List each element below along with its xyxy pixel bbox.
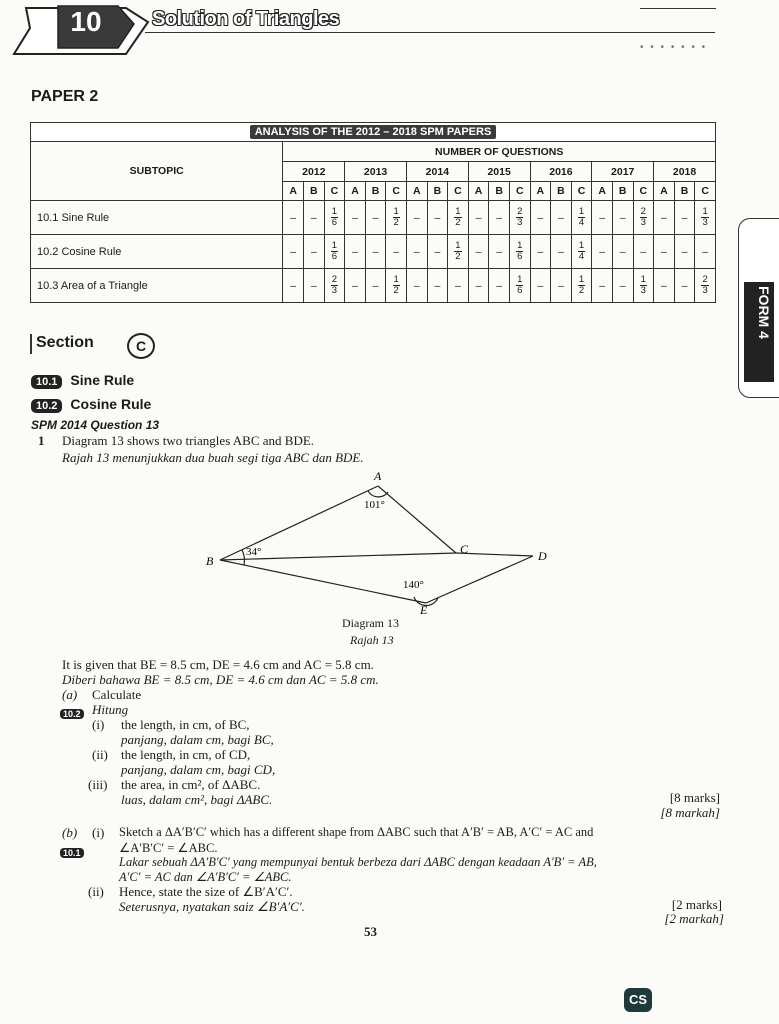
header-rule-top (640, 8, 716, 9)
table-cell: – (654, 235, 675, 269)
fraction: $\frac{1}{3}$ (640, 274, 646, 296)
line-ED (426, 556, 533, 603)
table-cell: – (551, 269, 572, 303)
part-a-badge-wrap (60, 704, 84, 722)
table-cell: – (365, 201, 386, 235)
fraction: $\frac{1}{4}$ (578, 206, 585, 228)
table-cell (633, 201, 654, 235)
subtopic-item (31, 396, 151, 414)
table-cell (386, 201, 407, 235)
table-cell: – (406, 235, 427, 269)
b1-ms-2: A′C′ = AC dan ∠A′B′C′ = ∠ABC. (119, 870, 292, 884)
item-en: the length, in cm, of CD, (121, 747, 251, 762)
year-header: 2013 (345, 162, 407, 182)
part-header: C (695, 182, 716, 201)
marks-b-en: [2 marks] (671, 897, 722, 912)
angle-arc-B (242, 550, 244, 565)
table-cell (324, 201, 345, 235)
angle-label-B: 34° (246, 546, 262, 558)
item-ms: panjang, dalam cm, bagi BC, (121, 732, 274, 747)
table-cell: – (674, 269, 695, 303)
table-cell: – (468, 235, 489, 269)
table-banner (31, 123, 716, 142)
part-b-label: (b) (62, 825, 78, 840)
table-cell: – (592, 235, 613, 269)
subtopic-item (31, 372, 134, 390)
marks-a-en: [8 marks] (669, 790, 720, 805)
table-cell: – (612, 201, 633, 235)
angle-label-A: 101° (364, 499, 385, 511)
subtopic-name: Sine Rule (70, 372, 135, 388)
table-banner-label: ANALYSIS OF THE 2012 – 2018 SPM PAPERS (250, 125, 497, 139)
part-header: B (612, 182, 633, 201)
part-header: B (365, 182, 386, 201)
label-A: A (374, 469, 382, 483)
item-en: the area, in cm², of ΔABC. (121, 777, 261, 792)
year-header: 2014 (406, 162, 468, 182)
section-letter: C (127, 333, 155, 359)
table-cell (448, 201, 469, 235)
item-ms: panjang, dalam cm, bagi CD, (121, 762, 276, 777)
part-header: B (427, 182, 448, 201)
table-cell: – (612, 235, 633, 269)
question-intro-en: Diagram 13 shows two triangles ABC and BDE. (62, 433, 315, 448)
table-cell: – (530, 269, 551, 303)
item-num: (ii) (92, 747, 108, 762)
side-tab-label: FORM 4 (756, 286, 772, 339)
fraction: $\frac{2}{3}$ (640, 206, 646, 228)
table-cell: – (674, 235, 695, 269)
fraction: $\frac{1}{2}$ (455, 240, 461, 262)
section-marker (30, 334, 35, 354)
table-cell (509, 235, 530, 269)
table-cell: – (654, 269, 675, 303)
table-cell: – (489, 201, 510, 235)
year-header: 2012 (283, 162, 345, 182)
table-cell: – (304, 269, 325, 303)
item-en: the length, in cm, of BC, (121, 717, 250, 732)
part-header: A (654, 182, 675, 201)
table-cell: – (406, 201, 427, 235)
part-header: A (530, 182, 551, 201)
row-label: 10.3 Area of a Triangle (31, 269, 283, 303)
table-cell: – (448, 269, 469, 303)
table-cell: – (345, 269, 366, 303)
paper-title: PAPER 2 (31, 88, 99, 105)
table-cell: – (283, 201, 304, 235)
part-a-badge: 10.2 (60, 709, 84, 719)
item-num: (i) (92, 717, 105, 732)
table-cell: – (468, 269, 489, 303)
line-BA (220, 486, 378, 560)
table-cell (509, 201, 530, 235)
table-cell: – (345, 201, 366, 235)
row-label: 10.1 Sine Rule (31, 201, 283, 235)
analysis-table (30, 122, 716, 303)
table-row (31, 235, 716, 269)
question-heading: SPM 2014 Question 13 (31, 418, 160, 432)
fraction: $\frac{1}{6}$ (331, 240, 338, 262)
part-header: B (489, 182, 510, 201)
part-b-badge: 10.1 (60, 848, 84, 858)
table-cell: – (468, 201, 489, 235)
part-header: A (406, 182, 427, 201)
table-cell: – (489, 269, 510, 303)
year-header: 2016 (530, 162, 592, 182)
subtopic-badge: 10.1 (31, 375, 62, 389)
b2-ms: Seterusnya, nyatakan saiz ∠B′A′C′. (119, 899, 305, 914)
fraction: $\frac{1}{2}$ (393, 206, 399, 228)
decorative-dots: • • • • • • • (640, 42, 708, 53)
table-cell: – (365, 235, 386, 269)
b2-num: (ii) (88, 884, 104, 899)
table-row (31, 201, 716, 235)
table-cell: – (406, 269, 427, 303)
number-header: NUMBER OF QUESTIONS (283, 142, 716, 162)
table-cell: – (427, 269, 448, 303)
table-cell: – (489, 235, 510, 269)
table-cell: – (551, 201, 572, 235)
fraction: $\frac{1}{6}$ (331, 206, 338, 228)
table-cell (571, 235, 592, 269)
table-cell: – (530, 201, 551, 235)
table-cell (386, 269, 407, 303)
marks-b-ms: [2 markah] (664, 911, 724, 926)
table-cell (324, 269, 345, 303)
b1-ms-1: Lakar sebuah ΔA′B′C′ yang mempunyai bentuk berbeza dari ΔABC dengan keadaan A′B′ = AB, (119, 855, 597, 869)
part-header: A (592, 182, 613, 201)
subtopic-header: SUBTOPIC (31, 142, 283, 201)
fraction: $\frac{1}{6}$ (517, 274, 523, 296)
diagram-caption-en: Diagram 13 (342, 616, 399, 630)
fraction: $\frac{2}{3}$ (331, 274, 338, 296)
fraction: $\frac{1}{3}$ (702, 206, 708, 228)
header-rule (145, 32, 715, 33)
table-cell: – (365, 269, 386, 303)
part-header: B (674, 182, 695, 201)
fraction: $\frac{2}{3}$ (702, 274, 708, 296)
line-BE (220, 560, 426, 603)
label-D: D (538, 549, 547, 563)
given-ms: Diberi bahawa BE = 8.5 cm, DE = 4.6 cm dan AC = 5.8 cm. (62, 672, 379, 687)
angle-label-E: 140° (403, 579, 424, 591)
part-header: C (633, 182, 654, 201)
page-number: 53 (364, 924, 377, 939)
fraction: $\frac{1}{4}$ (578, 240, 585, 262)
b1-en-2: ∠A′B′C′ = ∠ABC. (119, 841, 218, 855)
table-cell: – (592, 269, 613, 303)
triangle-diagram (200, 468, 560, 618)
part-header: A (468, 182, 489, 201)
given-en: It is given that BE = 8.5 cm, DE = 4.6 cm and AC = 5.8 cm. (62, 657, 374, 672)
chapter-number: 10 (70, 6, 102, 37)
table-cell: – (592, 201, 613, 235)
part-header: B (304, 182, 325, 201)
b1-num: (i) (92, 825, 105, 840)
fraction: $\frac{1}{2}$ (578, 274, 585, 296)
part-a-text: Calculate (92, 687, 142, 702)
table-cell: – (304, 235, 325, 269)
row-label: 10.2 Cosine Rule (31, 235, 283, 269)
table-cell: – (427, 235, 448, 269)
table-cell (571, 201, 592, 235)
table-cell: – (427, 201, 448, 235)
table-cell: – (283, 235, 304, 269)
b1-en-1: Sketch a ΔA′B′C′ which has a different shape from ΔABC such that A′B′ = AB, A′C′ = AC and (119, 825, 594, 839)
year-header: 2015 (468, 162, 530, 182)
part-header: A (345, 182, 366, 201)
table-cell (448, 235, 469, 269)
chapter-title: Solution of Triangles (152, 8, 340, 30)
table-cell: – (612, 269, 633, 303)
part-header: A (283, 182, 304, 201)
table-cell: – (304, 201, 325, 235)
part-header: C (571, 182, 592, 201)
label-C: C (460, 542, 469, 556)
diagram-caption-ms: Rajah 13 (350, 633, 394, 647)
label-E: E (420, 603, 428, 617)
table-cell: – (674, 201, 695, 235)
table-cell (695, 269, 716, 303)
marks-a-ms: [8 markah] (660, 805, 720, 820)
fraction: $\frac{1}{2}$ (393, 274, 399, 296)
part-header: C (324, 182, 345, 201)
part-header: B (551, 182, 572, 201)
question-number: 1 (38, 433, 45, 448)
table-cell: – (530, 235, 551, 269)
section-label: Section (36, 334, 94, 351)
table-cell: – (633, 235, 654, 269)
year-header: 2018 (654, 162, 716, 182)
table-cell: – (345, 235, 366, 269)
table-row (31, 269, 716, 303)
part-a-text-ms: Hitung (92, 702, 129, 717)
table-cell: – (695, 235, 716, 269)
part-header: C (509, 182, 530, 201)
part-header: C (448, 182, 469, 201)
fraction: $\frac{2}{3}$ (517, 206, 523, 228)
label-B: B (206, 554, 214, 568)
cs-logo: CS (624, 988, 652, 1012)
table-cell (324, 235, 345, 269)
table-cell: – (551, 235, 572, 269)
table-cell: – (386, 235, 407, 269)
table-cell (695, 201, 716, 235)
fraction: $\frac{1}{2}$ (455, 206, 461, 228)
table-cell (509, 269, 530, 303)
part-a-label: (a) (62, 687, 78, 702)
fraction: $\frac{1}{6}$ (517, 240, 523, 262)
table-cell: – (283, 269, 304, 303)
table-cell: – (654, 201, 675, 235)
line-AC (378, 486, 456, 553)
item-num: (iii) (88, 777, 108, 792)
table-cell (633, 269, 654, 303)
part-b-badge-wrap (60, 843, 84, 861)
b2-en: Hence, state the size of ∠B′A′C′. (119, 884, 293, 899)
table-cell (571, 269, 592, 303)
year-header: 2017 (592, 162, 654, 182)
item-ms: luas, dalam cm², bagi ΔABC. (121, 792, 273, 807)
question-intro-ms: Rajah 13 menunjukkan dua buah segi tiga ABC dan BDE. (62, 450, 364, 465)
subtopic-badge: 10.2 (31, 399, 62, 413)
part-header: C (386, 182, 407, 201)
subtopic-name: Cosine Rule (70, 396, 152, 412)
